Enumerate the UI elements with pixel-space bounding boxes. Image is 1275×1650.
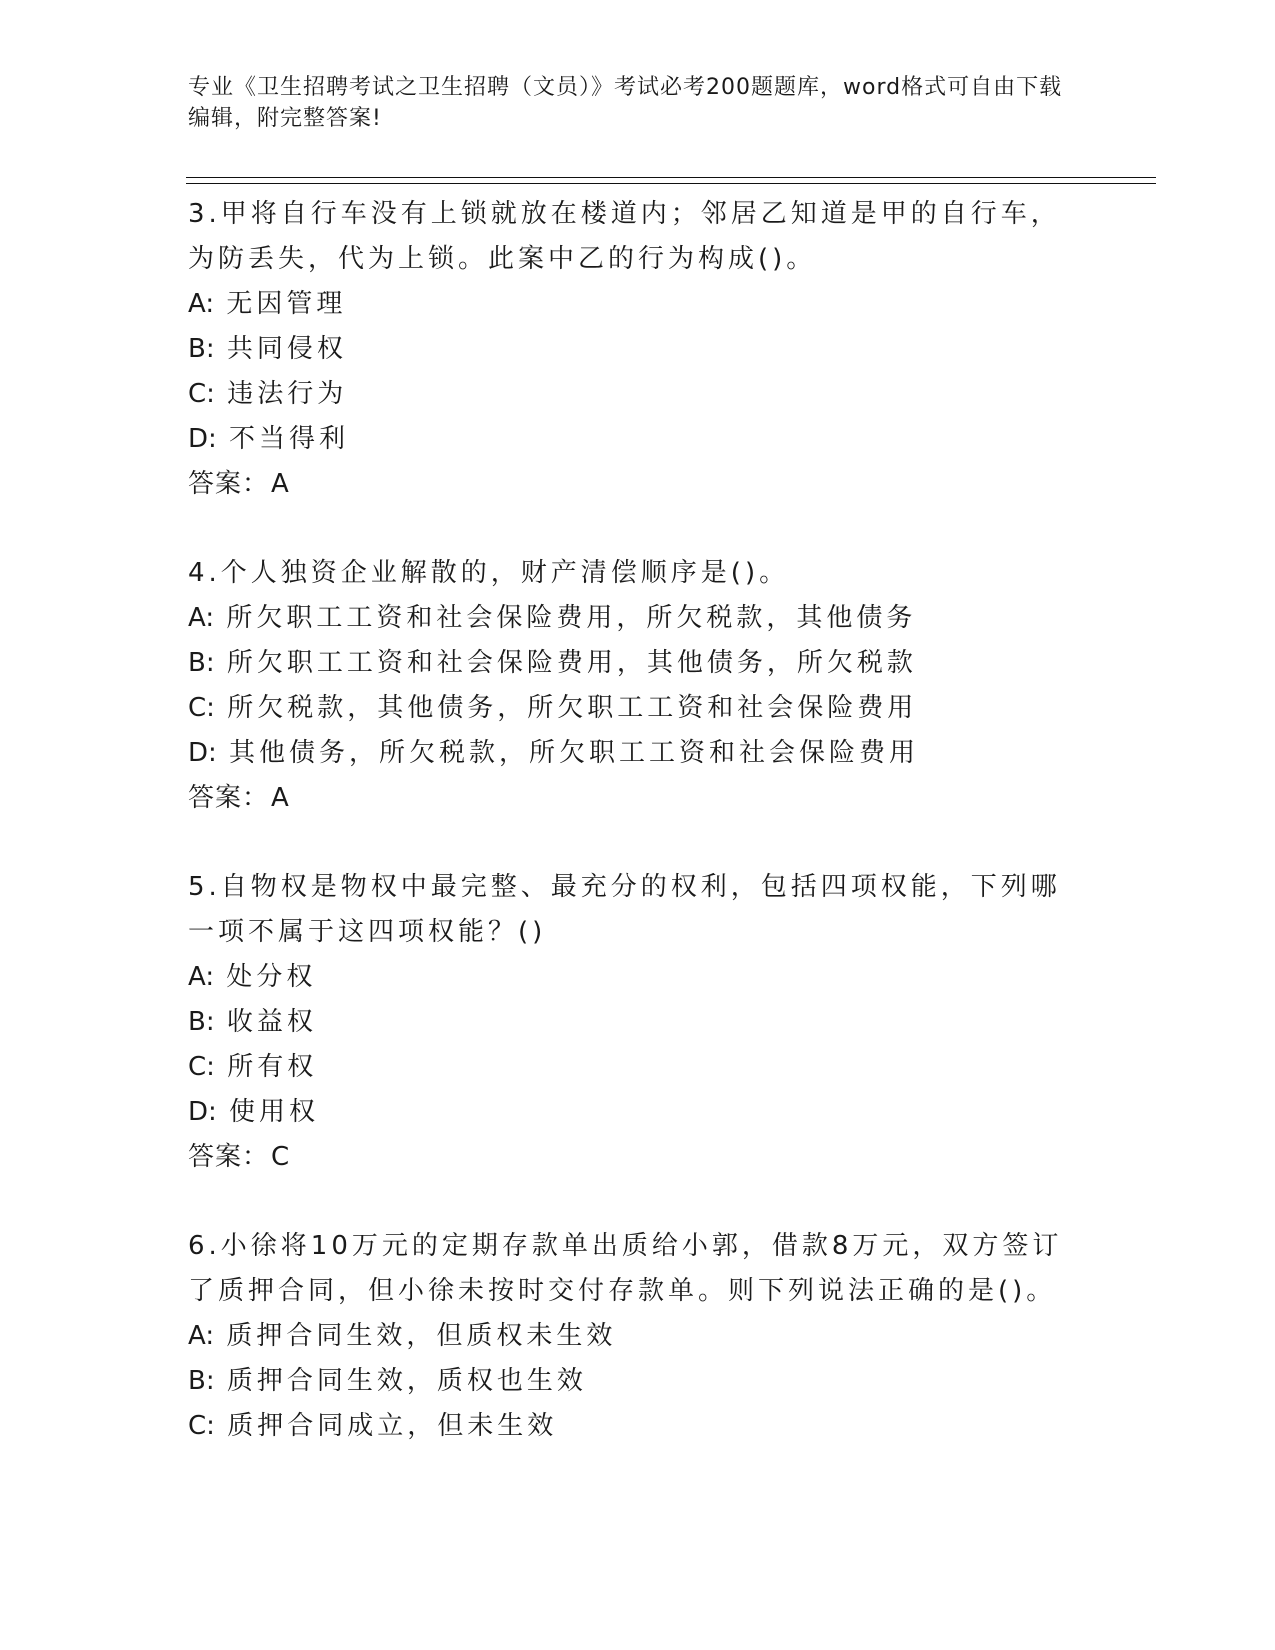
option-letter: C: [188,1411,215,1441]
option-text: 共同侵权 [226,334,347,364]
option-b [188,641,1088,686]
answer-line [188,776,1088,821]
option-c [188,372,1088,417]
question-text: 5.自物权是物权中最完整、最充分的权利，包括四项权能，下列哪一项不属于这四项权能？() [188,872,1061,947]
document-header [188,72,1068,134]
option-a [188,282,1088,327]
question-6 [188,1224,1088,1449]
question-text: 6.小徐将10万元的定期存款单出质给小郭，借款8万元，双方签订了质押合同，但小徐未按时交付存款单。则下列说法正确的是()。 [188,1231,1063,1306]
option-text: 所欠职工工资和社会保险费用，其他债务，所欠税款 [226,648,917,678]
option-letter: A: [188,289,215,319]
answer-label: 答案： [188,469,270,499]
question-5 [188,865,1088,1180]
option-text: 质押合同生效，但质权未生效 [226,1321,617,1351]
option-c [188,1045,1088,1090]
option-letter: A: [188,1321,215,1351]
option-text: 所有权 [227,1052,318,1082]
option-text: 不当得利 [229,424,350,454]
option-letter: C: [188,693,215,723]
option-letter: D: [188,738,217,768]
option-letter: D: [188,424,217,454]
option-letter: A: [188,962,215,992]
header-divider-bottom [186,183,1156,184]
option-letter: B: [188,1007,215,1037]
answer-label: 答案： [188,1142,270,1172]
option-a [188,1314,1088,1359]
option-text: 所欠税款，其他债务，所欠职工工资和社会保险费用 [227,693,918,723]
answer-line [188,462,1088,507]
option-text: 使用权 [229,1097,320,1127]
option-text: 质押合同成立，但未生效 [227,1411,558,1441]
header-divider-top [186,177,1156,178]
option-a [188,955,1088,1000]
option-letter: B: [188,334,215,364]
answer-value: A [271,783,290,813]
option-text: 收益权 [226,1007,317,1037]
option-letter: C: [188,379,215,409]
option-letter: B: [188,1366,215,1396]
question-list [188,192,1088,1493]
option-text: 其他债务，所欠税款，所欠职工工资和社会保险费用 [229,738,920,768]
question-text: 3.甲将自行车没有上锁就放在楼道内；邻居乙知道是甲的自行车，为防丢失，代为上锁。此案中乙的行为构成()。 [188,199,1061,274]
question-4 [188,551,1088,821]
option-letter: B: [188,648,215,678]
answer-value: A [271,469,290,499]
answer-value: C [271,1142,291,1172]
answer-label: 答案： [188,783,270,813]
option-letter: D: [188,1097,217,1127]
option-b [188,1000,1088,1045]
option-text: 违法行为 [227,379,348,409]
option-c [188,686,1088,731]
option-b [188,1359,1088,1404]
question-text: 4.个人独资企业解散的，财产清偿顺序是()。 [188,558,790,588]
option-text: 所欠职工工资和社会保险费用，所欠税款，其他债务 [226,603,917,633]
option-text: 处分权 [226,962,317,992]
option-b [188,327,1088,372]
option-a [188,596,1088,641]
option-d [188,417,1088,462]
option-text: 质押合同生效，质权也生效 [226,1366,587,1396]
option-letter: A: [188,603,215,633]
header-intro: 专业《卫生招聘考试之卫生招聘（文员）》考试必考200题题库，word格式可自由下载编辑，附完整答案! [188,75,1063,131]
option-c [188,1404,1088,1449]
option-letter: C: [188,1052,215,1082]
option-text: 无因管理 [226,289,347,319]
question-3 [188,192,1088,507]
option-d [188,731,1088,776]
answer-line [188,1135,1088,1180]
option-d [188,1090,1088,1135]
